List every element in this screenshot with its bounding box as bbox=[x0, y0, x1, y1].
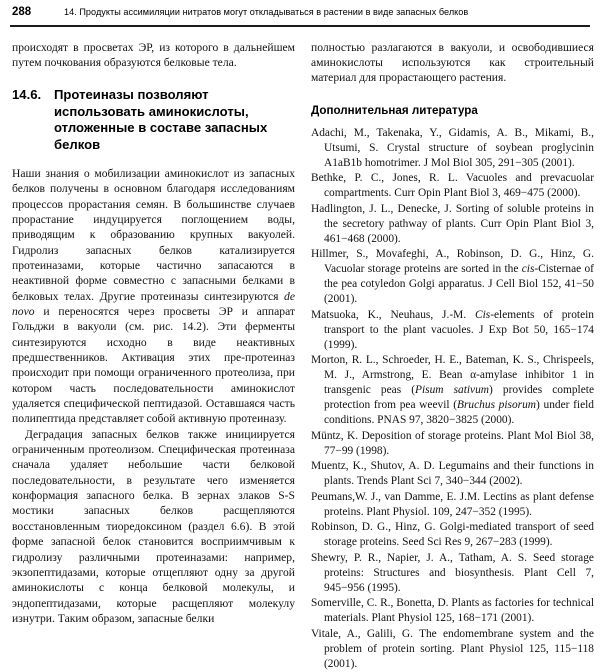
reference-item bbox=[311, 627, 594, 672]
reference-item bbox=[311, 490, 594, 520]
reference-text: Shewry, P. R., Napier, J. A., Tatham, A. S. Seed storage proteins: Structures and biosynthesis. Plant Cell 7, 945−956 (1995). bbox=[311, 551, 594, 594]
left-column bbox=[12, 40, 295, 672]
reference-item bbox=[311, 308, 594, 353]
reference-text: Peumans,W. J., van Damme, E. J.M. Lectins as plant defense proteins. Plant Physiol. 109, 247−352 (1995). bbox=[311, 490, 594, 518]
further-reading-heading: Дополнительная литература bbox=[311, 103, 478, 117]
latin-term-de-novo: de novo bbox=[12, 289, 295, 318]
reference-item bbox=[311, 551, 594, 596]
reference-text: Morton, R. L., Schroeder, H. E., Bateman, K. S., Chrispeels, M. J., Armstrong, E. Bean α-amylase inhibitor 1 in transgenic peas ( bbox=[311, 354, 594, 397]
reference-text: Bethke, P. C., Jones, R. L. Vacuoles and prevacuolar compartments. Curr Opin Plant Biol 3, 469−475 (2000). bbox=[311, 172, 594, 200]
reference-item bbox=[311, 247, 594, 307]
reference-text-post: -Cisternae of the pea cotyledon Golgi apparatus. J Cell Biol 152, 41−50 (2001). bbox=[324, 263, 594, 306]
reference-text: Robinson, D. G., Hinz, G. Golgi-mediated transport of seed storage proteins. Seed Sci Res 9, 267−283 (1999). bbox=[311, 521, 594, 549]
reference-italic: cis bbox=[521, 263, 535, 276]
reference-item bbox=[311, 171, 594, 201]
reference-list bbox=[311, 126, 594, 672]
paragraph-text-part2: и переносятся через просветы ЭР и аппарат Гольджи в вакуоли (см. рис. 14.2). Эти ферменты синтезируются исходно в виде неактивных предшественников. Активация этих пре-протеиназ происходит при помощи ограниченного протеолиза, при котором часть последовательности аминокислот удаляется специфической пептидазой. Оставшаяся часть полипептида представляет собой активную протеиназу. bbox=[12, 305, 295, 426]
reference-item bbox=[311, 520, 594, 550]
reference-italic: Cis bbox=[474, 308, 491, 321]
reference-text: Adachi, M., Takenaka, Y., Gidamis, A. B., Mikami, B., Utsumi, S. Crystal structure of soybean proglycinin A1aB1b homotrimer. J Mol Biol 305, 291−305 (2001). bbox=[311, 126, 594, 169]
reference-italic-species-2: Bruchus pisorum bbox=[457, 399, 537, 412]
reference-text: Matsuoka, K., Neuhaus, J.-M. bbox=[311, 308, 475, 321]
reference-text: Hillmer, S., Movafeghi, A., Robinson, D. G., Hinz, G. Vacuolar storage proteins are sorted in the bbox=[311, 248, 594, 276]
running-head-title: 14. Продукты ассимиляции нитратов могут откладываться в растении в виде запасных белков bbox=[64, 7, 469, 17]
right-column bbox=[311, 40, 594, 672]
paragraph-continuation: полностью разлагаются в вакуоли, и освободившиеся аминокислоты используются как строительный материал для прорастающего растения. bbox=[311, 40, 594, 85]
paragraph-degradation: Деградация запасных белков также инициируется ограниченным протеолизом. Специфическая протеиназа сначала удаляет небольшие части белковой последовательности, в результате чего изменяется конформация запасного белка. В зернах злаков S-S мостики запасных белков расщепляются восстановленным тиоредоксином (раздел 6.6). В этой форме запасной белок становится восприимчивым к гидролизу различными протеиназами: например, экзопептидазами, которые отщепляют одну за другой аминокислоты с конца белковой молекулы, и эндопептидазами, которые расщепляют молекулу изнутри. Таким образом, запасные белки bbox=[12, 427, 295, 625]
section-title: Протеиназы позволяют использовать аминокислоты, отложенные в составе запасных белков bbox=[54, 87, 268, 152]
reference-text-post: ) provides complete protection from pea weevil ( bbox=[324, 384, 594, 412]
two-column-body bbox=[0, 27, 600, 672]
reference-item bbox=[311, 202, 594, 247]
reference-text: Vitale, A., Galili, G. The endomembrane system and the problem of protein sorting. Plant Physiol 125, 115−118 (2001). bbox=[311, 627, 594, 670]
reference-italic-species: Pisum sativum bbox=[415, 384, 490, 397]
reference-text: Muentz, K., Shutov, A. D. Legumains and their functions in plants. Trends Plant Sci 7, 340−344 (2002). bbox=[311, 460, 594, 488]
reference-item bbox=[311, 459, 594, 489]
paragraph-continued: происходят в просветах ЭР, из которого в дальнейшем путем почкования образуются белковые тела. bbox=[12, 40, 295, 69]
page-number: 288 bbox=[12, 6, 32, 18]
paragraph-text-part1: Наши знания о мобилизации аминокислот из запасных белков получены в основном благодаря исследованиям процессов прорастания семян. В большинстве случаев прорастание индуцируется поглощением воды, приводящим к образованию крупных вакуолей. Гидролиз запасных белков катализируется протеиназами, которые частично запасаются в неактивной форме совместно с запасными белками в белковых телах. Другие протеиназы синтезируются bbox=[12, 166, 295, 303]
reference-item bbox=[311, 596, 594, 626]
section-heading bbox=[12, 87, 295, 153]
reference-text: Hadlington, J. L., Denecke, J. Sorting of soluble proteins in the secretory pathway of plants. Curr Opin Plant Biol 3, 461−468 (2000). bbox=[311, 202, 594, 245]
running-head bbox=[0, 0, 600, 22]
section-number: 14.6. bbox=[12, 87, 42, 103]
reference-text-post: -elements of protein transport to the plant vacuoles. J Exp Bot 50, 165−174 (1999). bbox=[324, 308, 594, 351]
reference-item bbox=[311, 126, 594, 171]
reference-text-post-2: ) under field conditions. PNAS 97, 3820−3825 (2000). bbox=[324, 399, 595, 427]
reference-item bbox=[311, 353, 594, 428]
reference-text: Müntz, K. Deposition of storage proteins. Plant Mol Biol 38, 77−99 (1998). bbox=[311, 429, 594, 457]
reference-item bbox=[311, 429, 594, 459]
reference-text: Somerville, C. R., Bonetta, D. Plants as factories for technical materials. Plant Physiol 125, 168−171 (2001). bbox=[311, 597, 594, 625]
paragraph-proteinases bbox=[12, 166, 295, 427]
